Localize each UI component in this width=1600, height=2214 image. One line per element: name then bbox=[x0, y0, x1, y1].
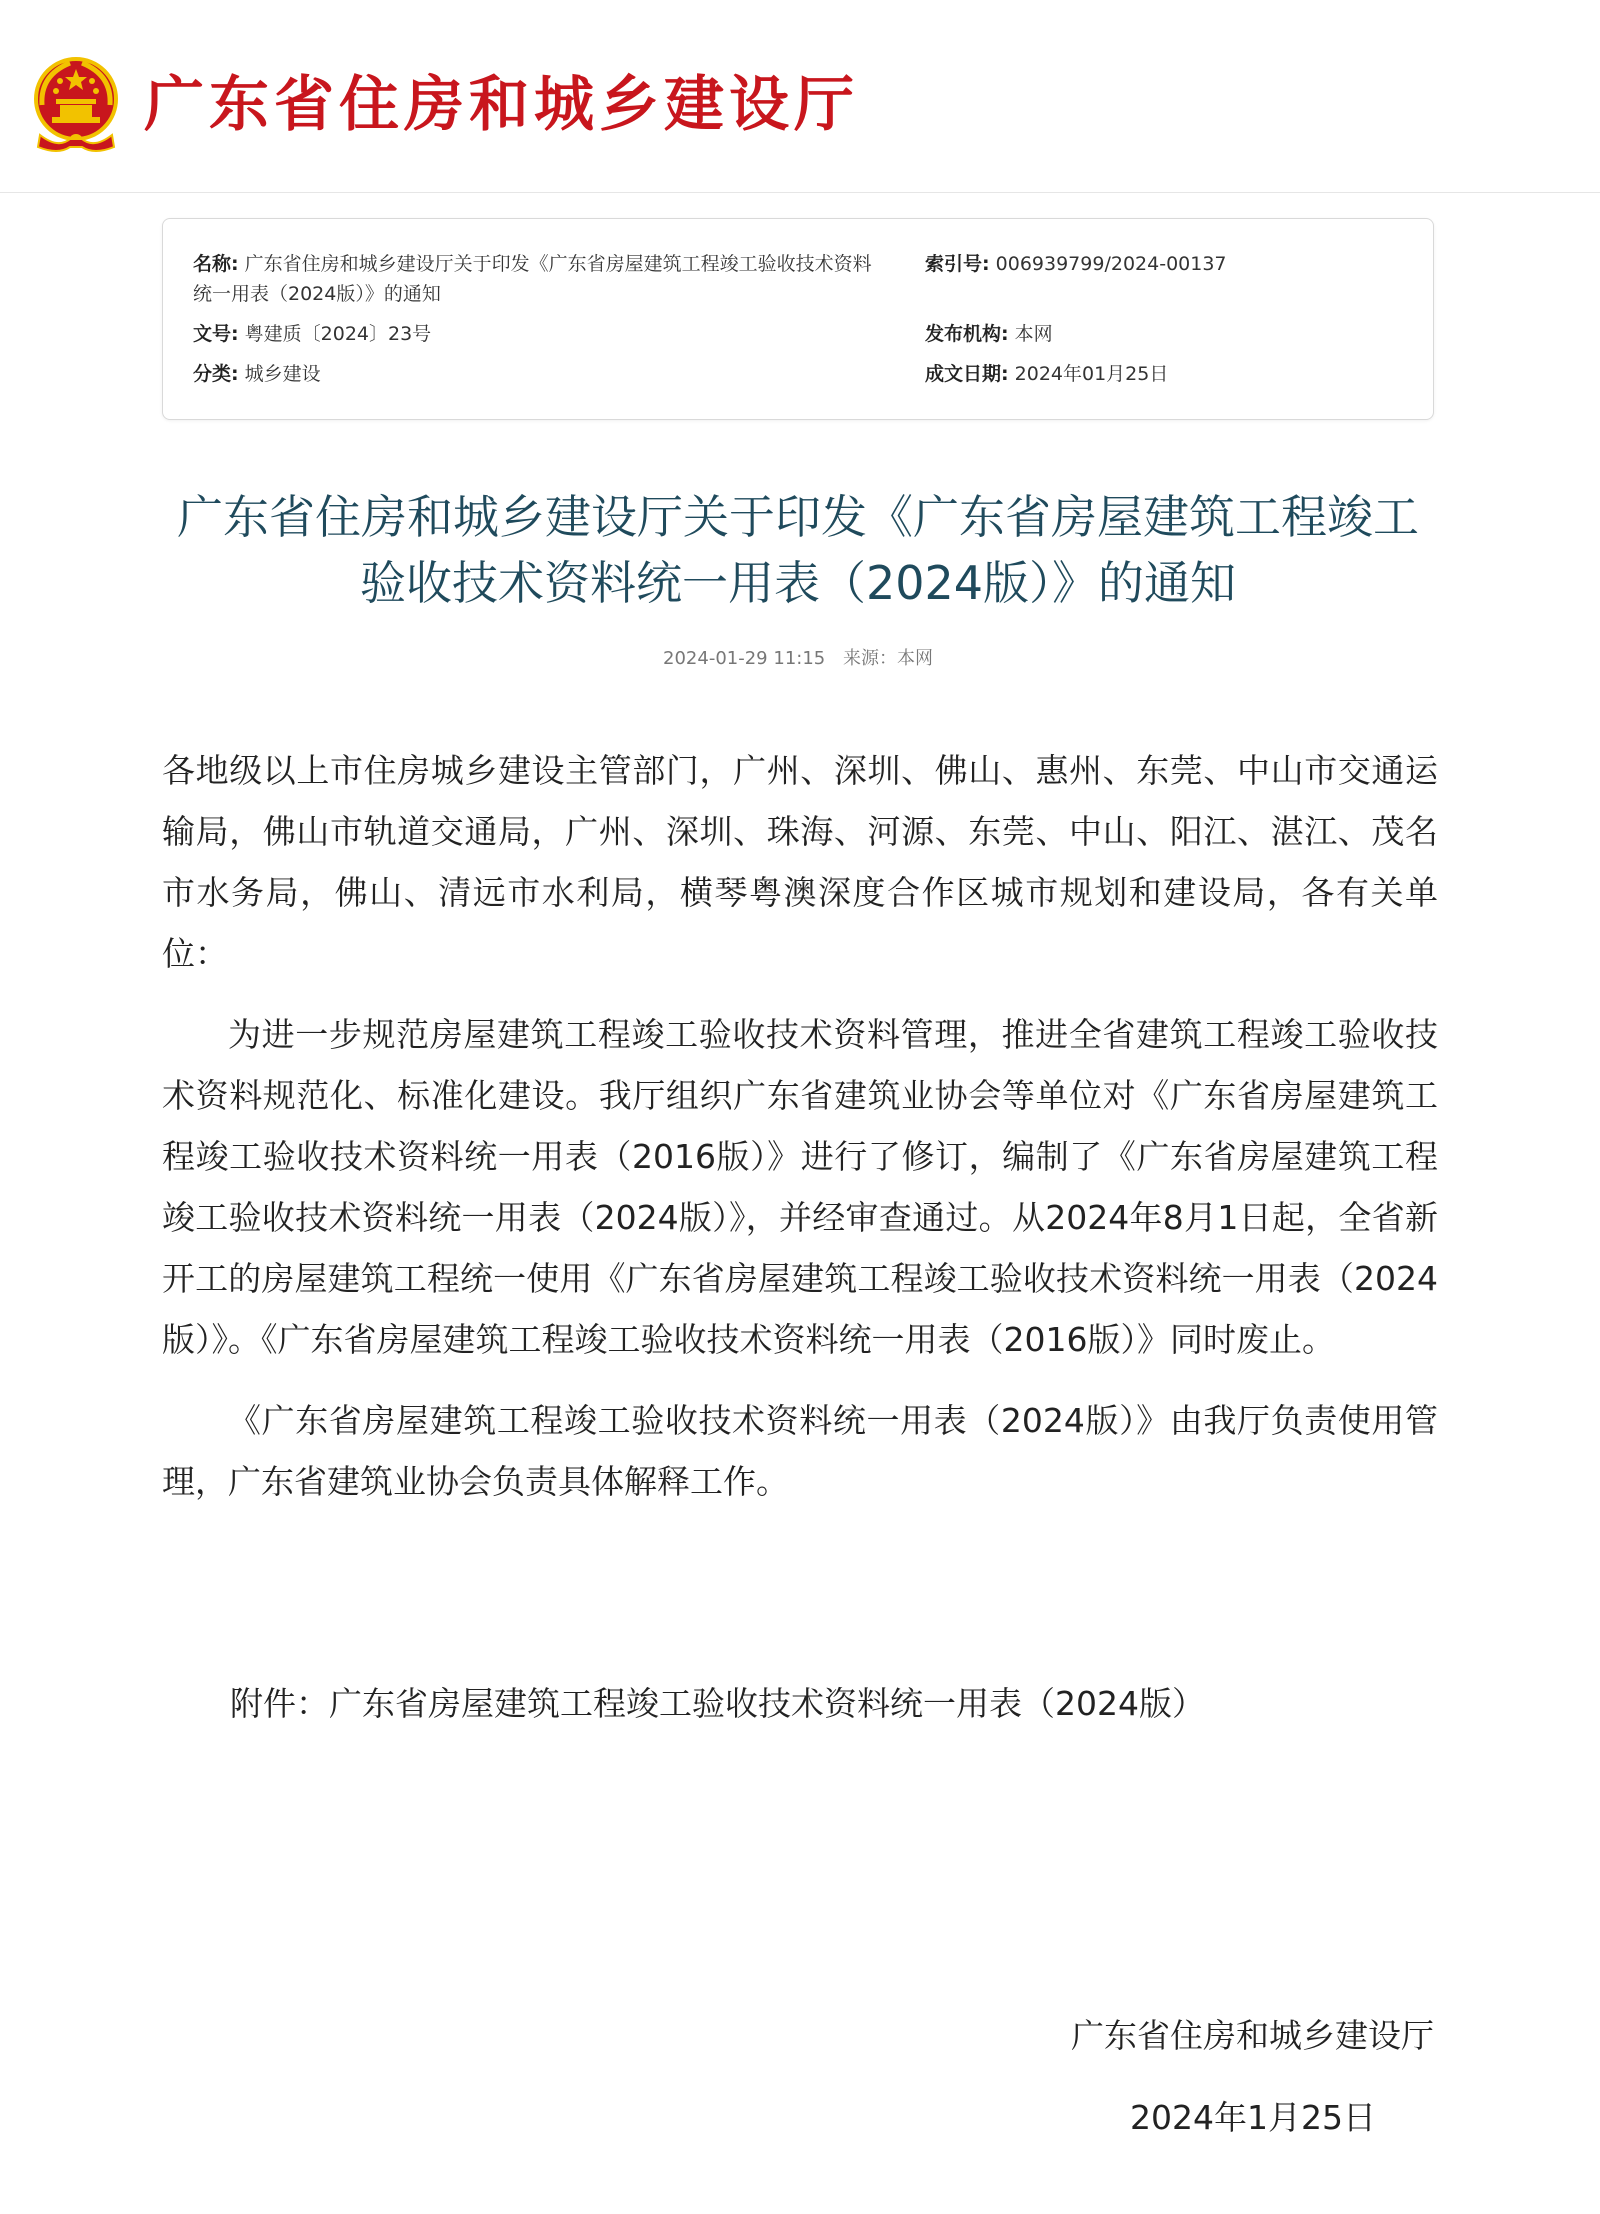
meta-index-value: 006939799/2024-00137 bbox=[995, 253, 1227, 275]
meta-category-label: 分类: bbox=[193, 363, 239, 385]
meta-doc-no bbox=[193, 319, 883, 349]
meta-index-label: 索引号: bbox=[925, 253, 990, 275]
home-logo-link[interactable] bbox=[30, 50, 859, 160]
body-paragraph-2: 《广东省房屋建筑工程竣工验收技术资料统一用表（2024版）》由我厅负责使用管理，广东省建筑业协会负责具体解释工作。 bbox=[162, 1401, 1438, 1501]
site-header bbox=[0, 0, 1600, 193]
document-meta-box bbox=[162, 218, 1434, 420]
attachment-link[interactable]: 广东省房屋建筑工程竣工验收技术资料统一用表（2024版） bbox=[329, 1684, 1205, 1723]
salutation: 各地级以上市住房城乡建设主管部门，广州、深圳、佛山、惠州、东莞、中山市交通运输局，佛山市轨道交通局，广州、深圳、珠海、河源、东莞、中山、阳江、湛江、茂名市水务局，佛山、清远市水利局，横琴粤澳深度合作区城市规划和建设局，各有关单位： bbox=[162, 751, 1438, 973]
publish-time: 2024-01-29 11:15 bbox=[663, 648, 826, 669]
meta-index bbox=[925, 249, 1405, 279]
meta-date-value: 2024年01月25日 bbox=[1014, 363, 1169, 385]
meta-category-value: 城乡建设 bbox=[244, 363, 321, 385]
meta-publisher bbox=[925, 319, 1405, 349]
meta-date-label: 成文日期: bbox=[925, 363, 1009, 385]
article-title: 广东省住房和城乡建设厅关于印发《广东省房屋建筑工程竣工验收技术资料统一用表（2024版）》的通知 bbox=[177, 490, 1419, 610]
publish-source: 来源：本网 bbox=[842, 648, 933, 669]
attachment bbox=[230, 1676, 1205, 1732]
meta-name-label: 名称: bbox=[193, 253, 239, 275]
article-body bbox=[162, 740, 1438, 1532]
meta-date bbox=[925, 359, 1405, 389]
signature-org: 广东省住房和城乡建设厅 bbox=[1071, 2016, 1434, 2055]
publish-info bbox=[162, 644, 1434, 674]
meta-doc-no-label: 文号: bbox=[193, 323, 239, 345]
meta-name-value: 广东省住房和城乡建设厅关于印发《广东省房屋建筑工程竣工验收技术资料统一用表（2024版）》的通知 bbox=[193, 253, 872, 305]
signature-date: 2024年1月25日 bbox=[1130, 2098, 1376, 2137]
meta-name bbox=[193, 249, 883, 309]
body-paragraph-1: 为进一步规范房屋建筑工程竣工验收技术资料管理，推进全省建筑工程竣工验收技术资料规范化、标准化建设。我厅组织广东省建筑业协会等单位对《广东省房屋建筑工程竣工验收技术资料统一用表（2016版）》进行了修订，编制了《广东省房屋建筑工程竣工验收技术资料统一用表（2024版）》，并经审查通过。从2024年8月1日起，全省新开工的房屋建筑工程统一使用《广东省房屋建筑工程竣工验收技术资料统一用表（2024版）》。《广东省房屋建筑工程竣工验收技术资料统一用表（2016版）》同时废止。 bbox=[162, 1015, 1438, 1359]
meta-doc-no-value: 粤建质〔2024〕23号 bbox=[244, 323, 432, 345]
site-name: 广东省住房和城乡建设厅 bbox=[144, 70, 859, 140]
national-emblem-icon bbox=[30, 55, 122, 155]
meta-category bbox=[193, 359, 883, 389]
meta-publisher-label: 发布机构: bbox=[925, 323, 1009, 345]
meta-publisher-value: 本网 bbox=[1014, 323, 1053, 345]
attachment-label: 附件： bbox=[230, 1684, 329, 1723]
